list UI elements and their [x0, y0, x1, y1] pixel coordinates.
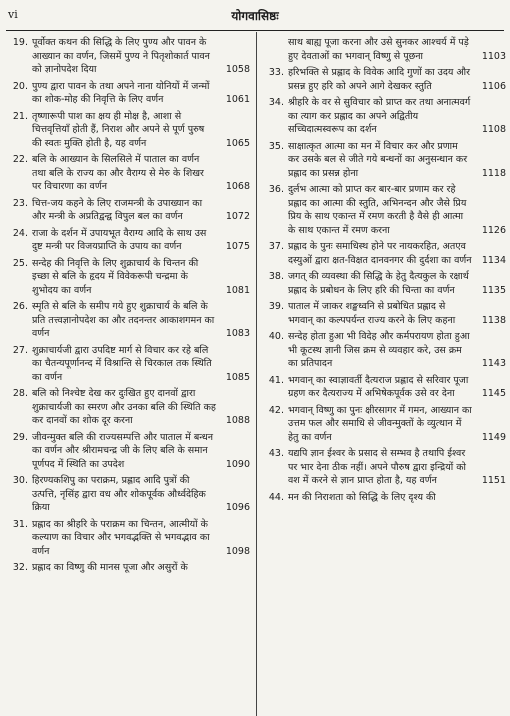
left-column — [6, 36, 250, 578]
toc-entry-text: स्मृति से बलि के समीप गये हुए शुक्राचार्य के बलि के प्रति तत्त्वज्ञानोपदेश का और तदनन्तर आकाशगमन का वर्णन — [32, 301, 215, 339]
toc-entry-page: 1075 — [225, 241, 250, 252]
toc-entry-number: 42. — [268, 404, 284, 416]
toc-entry-text: पाताल में जाकर शङ्खध्वनि से प्रबोधित प्रह्लाद से भगवान् का कल्पपर्यन्त राज्य करने के लिए कहना — [288, 301, 456, 326]
toc-entry-number: 43. — [268, 448, 284, 459]
page-number: vi — [8, 8, 18, 21]
toc-entry — [6, 197, 250, 224]
toc-entry — [6, 561, 250, 575]
toc-entry-number: 41. — [268, 374, 284, 386]
toc-entry-text: चित्त-जय कहने के लिए राजमन्त्री के उपाख्यान का और मन्त्री के अप्रतिद्वन्द्व विपुल बल का वर्णन — [32, 197, 203, 222]
page-title: योगवासिष्ठः — [231, 9, 279, 23]
toc-entry — [6, 300, 250, 341]
toc-entry-text: राजा के दर्शन में उपायभूत वैराग्य आदि के साथ उस दुष्ट मन्त्री पर विजयप्राप्ति के उपाय का वर्णन — [32, 227, 207, 252]
toc-entry — [6, 227, 250, 254]
toc-entry-text: शुक्राचार्यजी द्वारा उपदिष्ट मार्ग से विचार कर रहे बलि का चैतन्यपूर्णानन्द में विश्रान्ति से चिरकाल तक स्थिति का वर्णन — [32, 344, 212, 383]
toc-entry-page: 1126 — [481, 224, 506, 236]
toc-entry-number: 39. — [268, 301, 284, 312]
toc-entry — [262, 330, 506, 371]
toc-entry-number: 32. — [12, 562, 28, 573]
toc-entry-number: 35. — [268, 140, 284, 152]
toc-entry-number: 30. — [12, 475, 28, 486]
toc-entry-page: 1108 — [481, 124, 506, 135]
toc-entry-page: 1072 — [225, 211, 250, 222]
toc-entry — [6, 80, 250, 107]
toc-entry-text: बलि के आख्यान के सिलसिले में पाताल का वर्णन तथा बलि के राज्य का और वैराग्य से मेरु के शिखर पर विचारणा का वर्णन — [32, 154, 204, 192]
toc-entry-text: यद्यपि ज्ञान ईश्वर के प्रसाद से सम्भव है तथापि ईश्वर पर भार देना ठीक नहीं। अपने पौरुष द्वारा इन्द्रियों को वश में करने से ज्ञान प्राप्त होता है, यह वर्णन — [288, 448, 466, 486]
toc-entry-number: 25. — [12, 257, 28, 269]
toc-entry-number: 22. — [12, 154, 28, 165]
column-divider — [256, 32, 257, 716]
toc-entry-text: प्रह्लाद के पुनः समाधिस्थ होने पर नायकरहित, अतएव दस्युओं द्वारा क्षत-विक्षत दानवनगर की दुर्दशा का वर्णन — [288, 241, 472, 266]
toc-entry-page: 1135 — [481, 284, 506, 296]
toc-entry-text: श्रीहरि के वर से सुविचार को प्राप्त कर तथा अनात्मवर्ग का त्याग कर प्रह्लाद का अपने अद्वितीय सच्चिदात्मस्वरूप का दर्शन — [288, 97, 471, 135]
toc-entry-number: 34. — [268, 97, 284, 108]
toc-entry-text: पूर्वोक्त कथन की सिद्धि के लिए पुण्य और पावन के आख्यान का वर्णन, जिसमें पुण्य ने पितृशोकार्त पावन को ज्ञानोपदेश दिया — [32, 37, 210, 75]
toc-entry — [262, 404, 506, 445]
toc-entry-text: हरिभक्ति से प्रह्लाद के विवेक आदि गुणों का उदय और प्रसन्न हुए हरि को अपने आगे देखकर स्तुति — [288, 67, 471, 92]
toc-entry-page: 1149 — [481, 431, 506, 443]
toc-entry-text: मन की निराशता को सिद्धि के लिए दृश्य की — [288, 491, 436, 503]
toc-entry-text: सन्देह की निवृत्ति के लिए शुक्राचार्य के चिन्तन की इच्छा से बलि के हृदय में विवेकरूपी चन्द्रमा के शुभोदय का वर्णन — [32, 257, 199, 296]
toc-entry-number: 21. — [12, 110, 28, 122]
toc-entry-text: साथ बाह्य पूजा करना और उसे सुनकर आश्चर्य में पड़े हुए देवताओं का भगवान् विष्णु से पूछना — [288, 37, 469, 62]
toc-entry-page: 1090 — [225, 458, 250, 470]
toc-entry-number: 33. — [268, 67, 284, 78]
toc-entry — [6, 110, 250, 151]
toc-entry-page: 1058 — [225, 64, 250, 75]
toc-entry-text: जगत् की व्यवस्था की सिद्धि के हेतु दैत्यकुल के रक्षार्थ प्रह्लाद के प्रबोधन के लिए हरि की चिन्ता का वर्णन — [288, 271, 469, 296]
toc-entry-text: जीवन्मुक्त बलि की राज्यसम्पत्ति और पाताल में बन्धन का वर्णन और श्रीरामचन्द्र जी के लिए बलि के समान पूर्णपद में स्थिति का उपदेश — [32, 431, 214, 470]
toc-entry-text: तृष्णारूपी पाश का क्षय ही मोक्ष है, आशा से चित्तवृत्तियाँ होती हैं, निराश और अपने से पूर्ण पुरुष की स्वतः मुक्ति होती है, यह वर्णन — [32, 110, 205, 149]
toc-entry-number: 27. — [12, 344, 28, 356]
toc-entry-page: 1118 — [481, 167, 506, 179]
toc-entry — [262, 447, 506, 488]
toc-entry-number: 38. — [268, 271, 284, 282]
toc-entry-number: 36. — [268, 184, 284, 195]
toc-entry — [262, 140, 506, 181]
toc-entry-page: 1088 — [225, 415, 250, 426]
toc-entry — [262, 183, 506, 237]
toc-entry — [6, 153, 250, 194]
toc-entry-number: 40. — [268, 331, 284, 342]
toc-entry — [262, 96, 506, 137]
toc-entry-page: 1106 — [481, 80, 506, 92]
toc-entry-number: 20. — [12, 80, 28, 92]
toc-entry-page: 1096 — [225, 502, 250, 513]
toc-entry-number: 44. — [268, 491, 284, 503]
toc-entry-text: प्रह्लाद का विष्णु की मानस पूजा और असुरों के — [32, 562, 188, 573]
toc-entry-number: 23. — [12, 197, 28, 209]
toc-entry-page: 1061 — [225, 94, 250, 105]
toc-entry-page: 1083 — [225, 328, 250, 339]
toc-entry-page: 1103 — [481, 50, 506, 62]
toc-entry — [6, 387, 250, 428]
toc-entry-text: सन्देह होता हुआ भी विदेह और कर्मपरायण होता हुआ भी कूटस्थ ज्ञानी जिस क्रम से व्यवहार करे, उस क्रम का प्रतिपादन — [288, 331, 470, 369]
page-header — [0, 0, 510, 34]
toc-entry-text: भगवान् का स्वाज्ञावर्ती दैत्यराज प्रह्लाद से सरिवार पूजा ग्रहण कर दैत्यराज्य में अभिषेकपूर्वक उसे वर देना — [288, 374, 469, 399]
toc-entry-page: 1098 — [225, 545, 250, 557]
toc-entry-page: 1145 — [481, 388, 506, 399]
toc-entry-number: 29. — [12, 431, 28, 443]
toc-entry-text: साक्षात्कृत आत्मा का मन में विचार कर और प्रणाम कर उसके बल से जीते गये बन्धनों का अनुसन्धान कर प्रह्लाद का प्रसन्न होना — [288, 140, 468, 179]
toc-entry-page: 1138 — [481, 314, 506, 326]
toc-entry-page: 1085 — [225, 371, 250, 383]
toc-entry — [262, 270, 506, 297]
right-column — [262, 36, 506, 507]
toc-entry-continuation — [262, 36, 506, 63]
toc-entry-text: प्रह्लाद का श्रीहरि के पराक्रम का चिन्तन, आत्मीयों के कल्याण का विचार और भगवद्भक्ति से भगवद्भाव का वर्णन — [32, 518, 210, 557]
toc-entry — [262, 66, 506, 93]
toc-entry-number: 31. — [12, 518, 28, 530]
toc-entry-text: हिरण्यकशिपु का पराक्रम, प्रह्लाद आदि पुत्रों की उत्पत्ति, नृसिंह द्वारा वध और शोकपूर्वक और्ध्वदेहिक क्रिया — [32, 475, 206, 513]
toc-entry-page: 1068 — [225, 181, 250, 192]
toc-entry-page: 1065 — [225, 137, 250, 149]
toc-entry-text: दुर्लभ आत्मा को प्राप्त कर बार-बार प्रणाम कर रहे प्रह्लाद का आत्मा की स्तुति, अभिनन्दन और जैसे प्रिय प्रिय के साथ एकान्त में रमण करती है वैसे ही आत्मा के साथ एकान्त में रमण करना — [288, 184, 467, 236]
toc-entry-page: 1143 — [481, 358, 506, 369]
toc-entry — [6, 431, 250, 472]
toc-entry — [6, 518, 250, 559]
toc-entry-text: बलि को निश्चेष्ट देख कर दुःखित हुए दानवों द्वारा शुक्राचार्यजी का स्मरण और उनका बलि की स्थिति कह कर दानवों का शोक दूर करना — [32, 388, 216, 426]
toc-entry — [6, 36, 250, 77]
toc-entry-page: 1134 — [481, 254, 506, 266]
header-rule — [6, 30, 504, 31]
toc-entry — [262, 300, 506, 327]
toc-entry-number: 24. — [12, 227, 28, 239]
toc-entry — [262, 491, 506, 505]
toc-entry — [6, 257, 250, 298]
toc-entry-number: 19. — [12, 37, 28, 48]
toc-entry-page: 1081 — [225, 284, 250, 296]
toc-entry-number: 28. — [12, 388, 28, 399]
toc-entry — [6, 474, 250, 515]
toc-entry-number: 26. — [12, 301, 28, 312]
toc-entry — [262, 374, 506, 401]
toc-entry-text: पुण्य द्वारा पावन के तथा अपने नाना योनियों में जन्मों का शोक-मोह की निवृत्ति के लिए वर्णन — [32, 80, 210, 105]
toc-entry-text: भगवान् विष्णु का पुनः क्षीरसागर में गमन, आख्यान का उत्तम फल और समाधि से जीवन्मुक्तों के व्युत्थान में हेतु का वर्णन — [288, 404, 472, 443]
toc-entry — [262, 240, 506, 267]
toc-entry-number: 37. — [268, 241, 284, 252]
toc-entry — [6, 344, 250, 385]
toc-entry-page: 1151 — [481, 475, 506, 486]
